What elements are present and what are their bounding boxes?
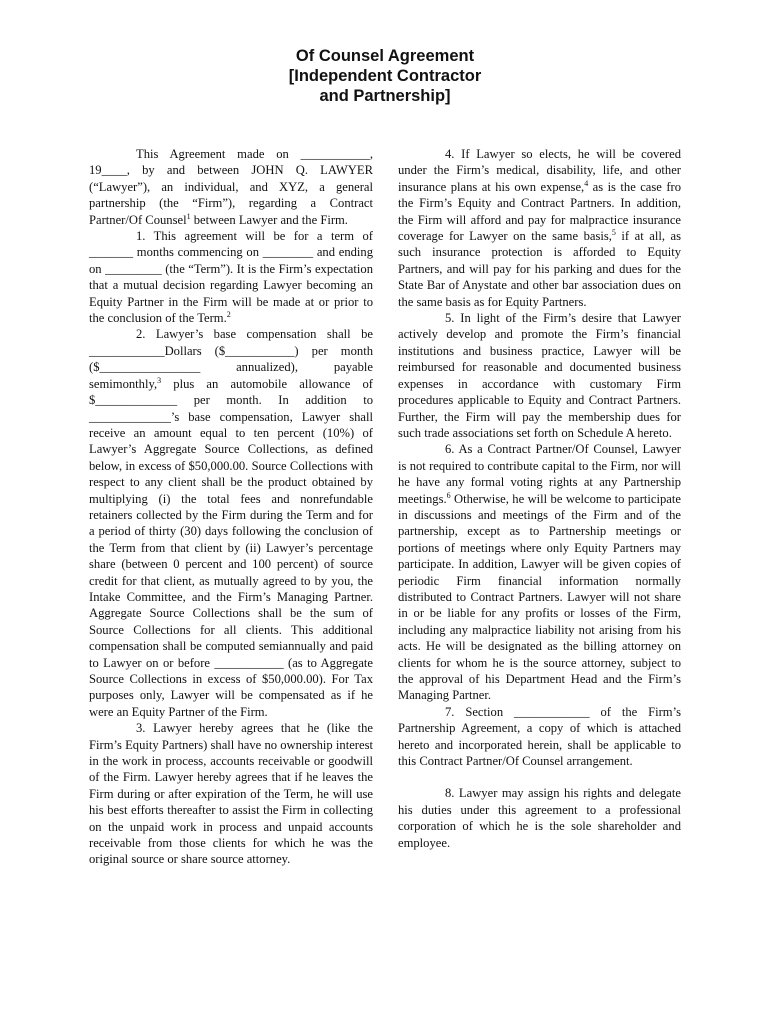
- paragraph-6-text-a: 6. As a Contract Partner/Of Counsel, Lawyer is not required to contribute capital to the Firm, nor will he have any formal voting rights at any Partnership meetings.: [398, 442, 681, 506]
- paragraph-6: [398, 441, 681, 704]
- paragraph-5: 5. In light of the Firm’s desire that Lawyer actively develop and promote the Firm’s financial institutions and business practice, Lawyer will be reimbursed for reasonable and documented business expenses in accordance with customary Firm procedures applicable to Equity and Contract Partners. Further, the Firm will pay the membership dues for such trade associations set forth on Schedule A hereto.: [398, 311, 681, 440]
- paragraph-7: 7. Section ____________ of the Firm’s Partnership Agreement, a copy of which is attached hereto and incorporated herein, shall be applicable to this Contract Partner/Of Counsel arrangement.: [398, 704, 681, 769]
- intro-text-b: between Lawyer and the Firm.: [190, 212, 348, 227]
- footnote-ref-4: 4: [584, 178, 589, 188]
- paragraph-3: 3. Lawyer hereby agrees that he (like the Firm’s Equity Partners) shall have no ownership interest in the work in process, accounts receivable or goodwill of the Firm. Lawyer hereby agrees that if he leaves the Firm during or after expiration of the Term, he will use his best efforts thereafter to assist the Firm in collecting on the unpaid work in process and unpaid accounts receivable from those clients for which he was the original source or share source attorney.: [89, 721, 373, 867]
- document-title: [0, 46, 770, 106]
- title-line-3: and Partnership]: [319, 87, 451, 105]
- intro-text-a: This Agreement made on ___________, 19____, by and between JOHN Q. LAWYER (“Lawyer”), an individual, and XYZ, a general partnership (the “Firm”), regarding a Contract Partner/Of Counsel: [89, 147, 373, 227]
- paragraph-2: [89, 326, 373, 720]
- paragraph-4-text-a: 4. If Lawyer so elects, he will be covered under the Firm’s medical, disability, life, and other insurance plans at his own expense,: [398, 147, 681, 194]
- left-column: [89, 146, 373, 868]
- paragraph-4-text-b: as is the case fro the Firm’s Equity and Contract Partners. In addition, the Firm will afford and pay for malpractice insurance coverage for Lawyer on the same basis,: [398, 179, 682, 244]
- paragraph-1: [89, 228, 373, 326]
- paragraph-8: 8. Lawyer may assign his rights and delegate his duties under this agreement to a professional corporation of which he is the sole shareholder and employee.: [398, 786, 681, 850]
- footnote-ref-2: 2: [226, 309, 231, 319]
- title-line-1: Of Counsel Agreement: [295, 47, 475, 65]
- paragraph-2-text-b: plus an automobile allowance of $_____________ per month. In addition to _____________’s base compensation, Lawyer shall receive an amount equal to ten percent (10%) of Lawyer’s Aggregate Source Collections, as defined below, in excess of $50,000.00. Source Collections with respect to any client shall be the product obtained by multiplying (i) the total fees and nonrefundable retainers collected by the Firm during the Term and for a period of thirty (30) days following the conclusion of the Term from that client by (ii) Lawyer’s percentage share (between 0 percent and 100 percent) of source credit for that client, as mutually agreed to by you, the Intake Committee, and the Firm’s Managing Partner. Aggregate Source Collections shall be the sum of Source Collections for all clients. This additional compensation shall be computed semiannually and paid to Lawyer on or before ___________ (as to Aggregate Source Collections in excess of $50,000.00). For Tax purposes only, Lawyer will be compensated as if he were an Equity Partner of the Firm.: [89, 376, 373, 719]
- paragraph-4: [398, 146, 681, 310]
- paragraph-4-text-c: if at all, as such insurance protection is afforded to Equity Partners, and will pay for his parking and dues for the State Bar of Anystate and other bar association dues on the same basis as for Equity Partners.: [398, 229, 681, 309]
- paragraph-1-text: 1. This agreement will be for a term of _______ months commencing on ________ and ending on _________ (the “Term”). It is the Firm’s expectation that a mutual decision regarding Lawyer becoming an Equity Partner in the Firm will be made at or prior to the conclusion of the Term.: [89, 229, 373, 326]
- right-column: [398, 146, 681, 851]
- footnote-ref-6: 6: [446, 490, 451, 500]
- paragraph-6-text-b: Otherwise, he will be welcome to participate in discussions and meetings of the Firm and of the partnership, except as to Partnership meetings or portions of meetings where only Equity Partners may participate. In addition, Lawyer will be given copies of periodic Firm financial information normally distributed to Contract Partners. Lawyer will not share in or be liable for any profits or losses of the Firm, including any malpractice liability not arising from his acts. He will be designated as the billing attorney on clients for whom he is the source attorney, subject to the approval of his Department Head and the Firm’s Managing Partner.: [398, 491, 681, 703]
- title-line-2: [Independent Contractor: [288, 67, 482, 85]
- footnote-ref-5: 5: [611, 227, 616, 237]
- paragraph-2-text-a: 2. Lawyer’s base compensation shall be ____________Dollars ($___________) per month ($________________ annualized), payable semimonthly,: [89, 327, 373, 391]
- footnote-ref-3: 3: [157, 375, 162, 385]
- intro-paragraph: [89, 146, 373, 228]
- footnote-ref-1: 1: [186, 211, 191, 221]
